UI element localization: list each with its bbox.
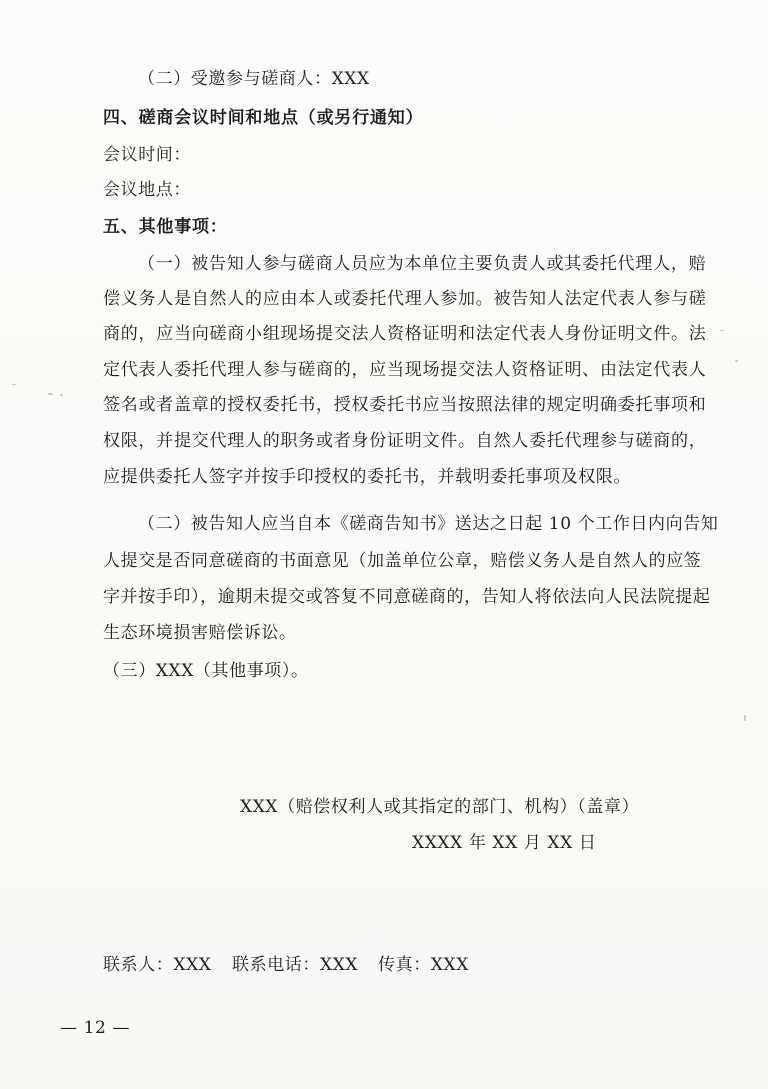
scan-speck: [720, 330, 724, 331]
meeting-time-label: 会议时间：: [103, 145, 191, 165]
item1-line: 应提供委托人签字并按手印授权的委托书，并载明委托事项及权限。: [103, 467, 631, 487]
contact-person: 联系人：XXX: [103, 955, 212, 975]
item2-line: 字并按手印），逾期未提交或答复不同意磋商的，告知人将依法向人民法院提起: [103, 587, 711, 607]
item1-line: 商的，应当向磋商小组现场提交法人资格证明和法定代表人身份证明文件。法: [103, 324, 707, 344]
section-five-heading: 五、其他事项：: [103, 217, 228, 237]
issuer-signature: XXX（赔偿权利人或其指定的部门、机构）（盖章）: [240, 797, 640, 817]
scan-speck: [48, 393, 53, 395]
contact-phone: 联系电话：XXX: [232, 955, 359, 975]
scan-speck: [744, 715, 746, 721]
item1-line: 偿义务人是自然人的应由本人或委托代理人参加。被告知人法定代表人参与磋: [103, 289, 707, 309]
scan-speck: [12, 384, 16, 385]
issue-date: XXXX 年 XX 月 XX 日: [412, 833, 597, 853]
item3: （三）XXX（其他事项）。: [103, 661, 309, 681]
item1-line: 定代表人委托代理人参与磋商的，应当现场提交法人资格证明、由法定代表人: [103, 360, 707, 380]
item1-line: 权限，并提交代理人的职务或者身份证明文件。自然人委托代理参与磋商的，: [103, 431, 707, 451]
item2-line: 生态环境损害赔偿诉讼。: [103, 623, 297, 643]
section-two-sub2: （二）受邀参与磋商人：XXX: [138, 69, 370, 89]
scan-speck: [735, 360, 738, 362]
item2-line: （二）被告知人应当自本《磋商告知书》送达之日起 10 个工作日内向告知: [138, 514, 719, 534]
page-number: — 12 —: [60, 1018, 131, 1038]
contact-fax: 传真：XXX: [378, 955, 469, 975]
meeting-place-label: 会议地点：: [103, 180, 191, 200]
scan-speck: [60, 394, 63, 396]
section-four-heading: 四、磋商会议时间和地点（或另行通知）: [103, 108, 424, 128]
item2-line: 人提交是否同意磋商的书面意见（加盖单位公章，赔偿义务人是自然人的应签: [103, 551, 702, 571]
item1-line: （一）被告知人参与磋商人员应为本单位主要负责人或其委托代理人，赔: [138, 254, 707, 274]
item1-line: 签名或者盖章的授权委托书，授权委托书应当按照法律的规定明确委托事项和: [103, 395, 707, 415]
